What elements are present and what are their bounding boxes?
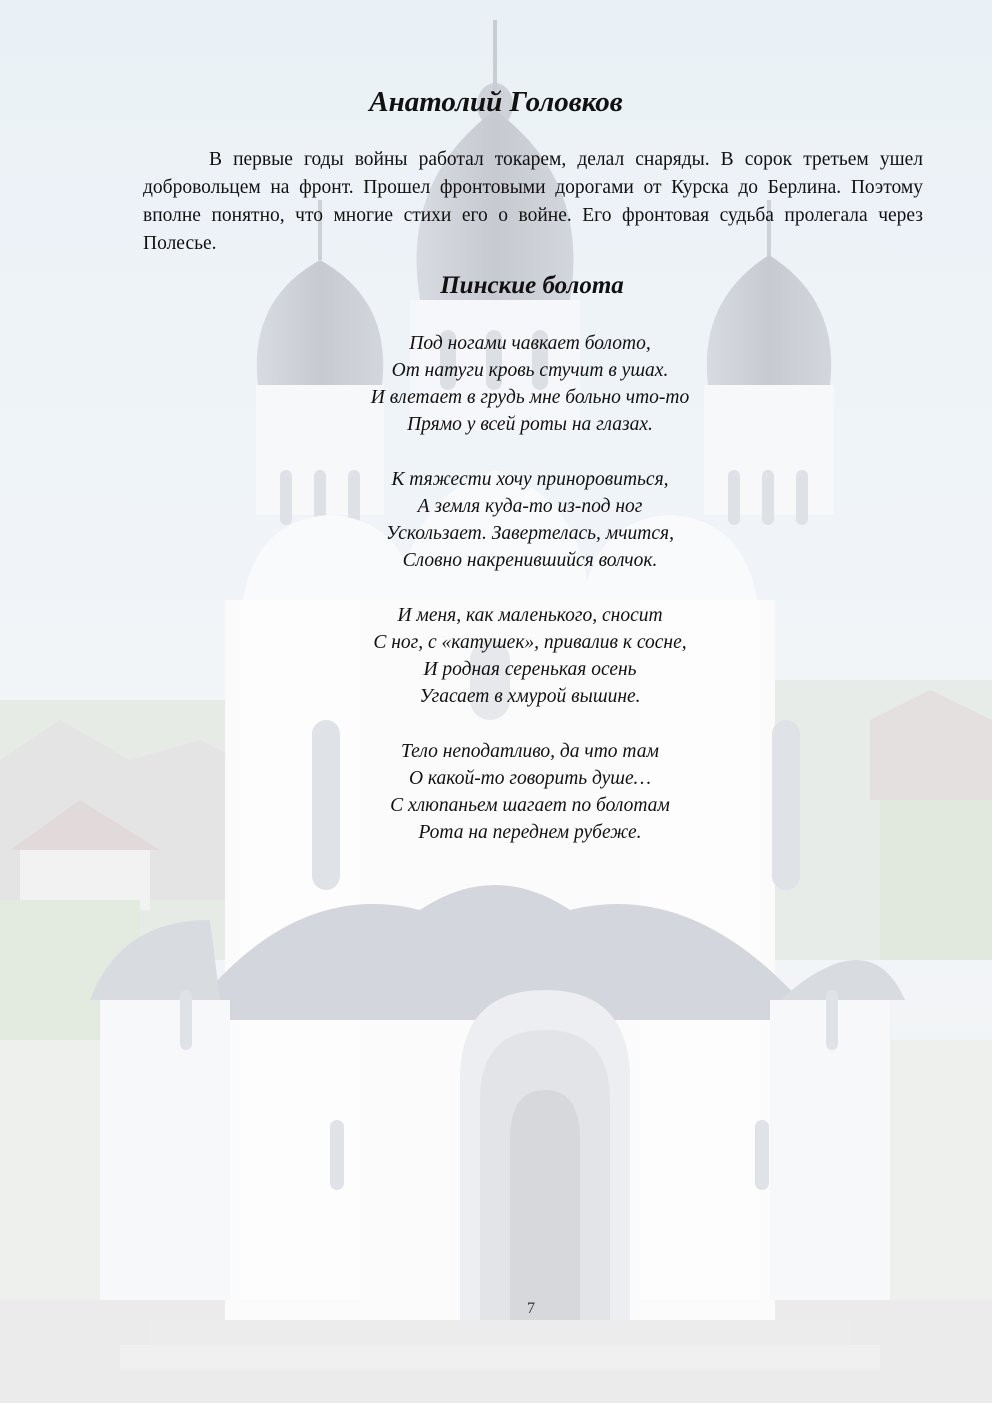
poem-line: От натуги кровь стучит в ушах. xyxy=(391,360,669,381)
poem-line: А земля куда-то из-под ног xyxy=(417,496,643,517)
author-name-heading: Анатолий Головков xyxy=(369,86,623,118)
author-biography-paragraph: В первые годы войны работал токарем, делал снаряды. В сорок третьем ушел добровольцем на фронт. Прошел фронтовыми дорогами от Курска до Берлина. Поэтому вполне понятно, что многие стихи его о войне. Его фронтовая судьба пролегала через Полесье. xyxy=(143,149,923,254)
poem-stanza-2 xyxy=(280,466,780,574)
poem-line: Рота на переднем рубеже. xyxy=(418,822,642,843)
poem-stanza-4 xyxy=(280,738,780,846)
poem-line: Тело неподатливо, да что там xyxy=(401,741,659,762)
poem-line: С хлюпаньем шагает по болотам xyxy=(390,795,670,816)
page-number: 7 xyxy=(527,1300,535,1317)
poem-title: Пинские болота xyxy=(440,272,624,299)
poem-body xyxy=(280,330,780,874)
poem-line: Угасает в хмурой вышине. xyxy=(419,686,641,707)
poem-line: И меня, как маленького, сносит xyxy=(397,605,663,626)
poem-line: Прямо у всей роты на глазах. xyxy=(407,414,653,435)
poem-line: И родная серенькая осень xyxy=(423,659,637,680)
poem-stanza-1 xyxy=(280,330,780,438)
poem-line: Под ногами чавкает болото, xyxy=(409,333,651,354)
poem-line: И влетает в грудь мне больно что-то xyxy=(370,387,690,408)
poem-line: Словно накренившийся волчок. xyxy=(402,550,658,571)
poem-line: С ног, с «катушек», привалив к сосне, xyxy=(373,632,687,653)
poem-line: О какой-то говорить душе… xyxy=(408,768,652,789)
poem-stanza-3 xyxy=(280,602,780,710)
poem-line: К тяжести хочу приноровиться, xyxy=(391,469,669,490)
poem-line: Ускользает. Завертелась, мчится, xyxy=(386,523,674,544)
